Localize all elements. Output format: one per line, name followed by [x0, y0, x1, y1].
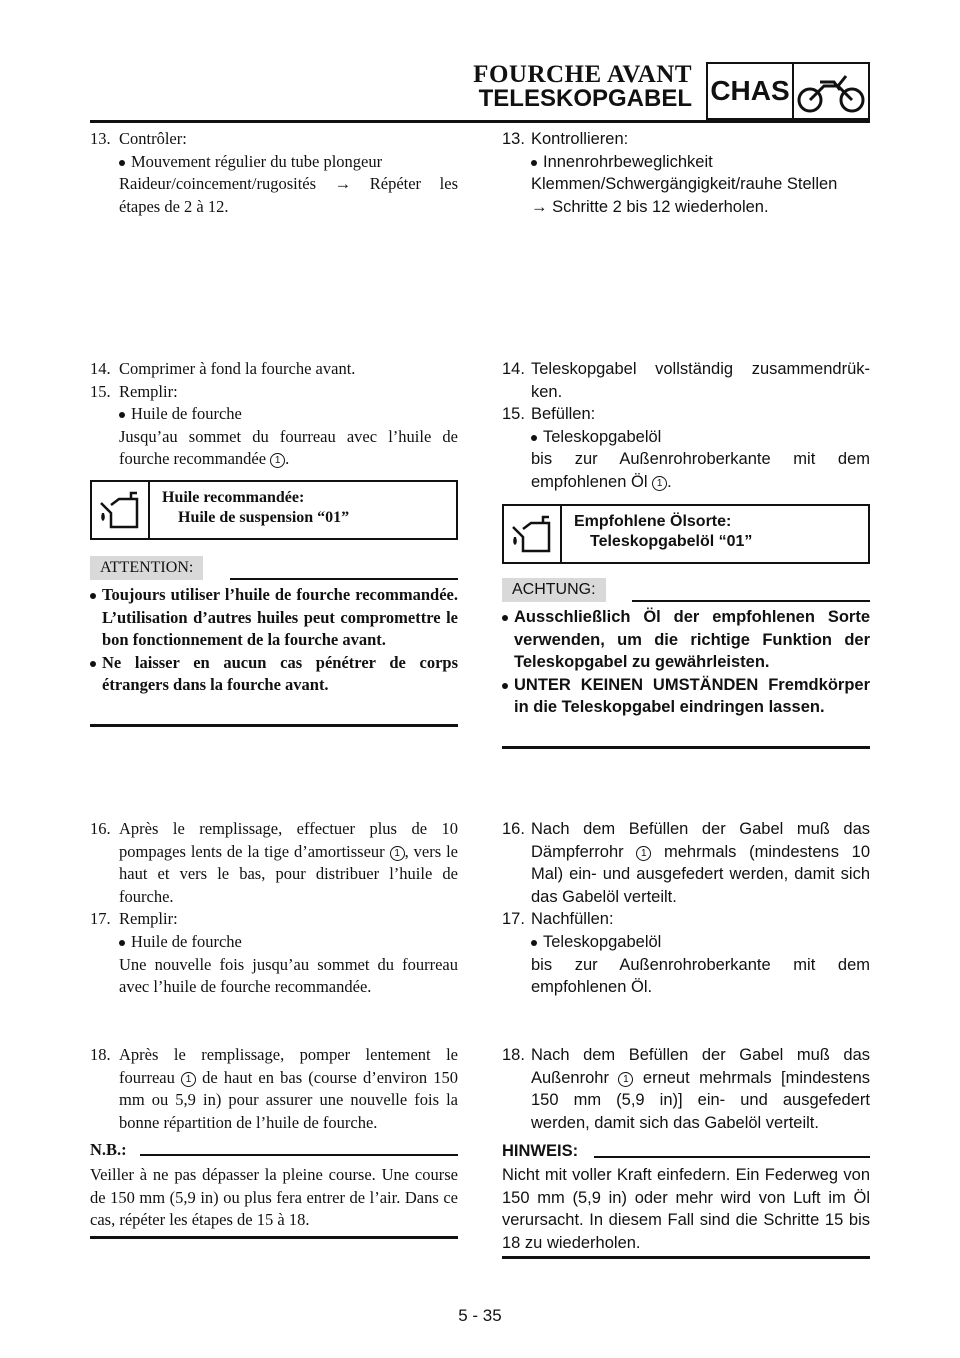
caution-rule	[230, 578, 458, 580]
header-title-de: TELESKOPGABEL	[478, 85, 692, 112]
step-number: 14.	[502, 360, 525, 378]
bullet-detail: Raideur/coincement/rugosités → Répéter les étapes de 2 à 12.	[119, 174, 458, 216]
caution-item: Ne laisser en aucun cas pénétrer de corps étrangers dans la fourche avant.	[90, 652, 458, 697]
de-step-13	[502, 128, 870, 218]
step-number: 18.	[502, 1046, 525, 1064]
note-rule	[140, 1154, 458, 1156]
step-number: 14.	[90, 359, 111, 378]
step-number: 13.	[502, 130, 525, 148]
caution-item: Ausschließlich Öl der empfohlenen Sorte verwenden, um die richtige Funktion der Teleskopgabel zu gewährleisten.	[502, 606, 870, 674]
step-number: 15.	[502, 405, 525, 424]
fr-caution-body	[90, 584, 458, 697]
step-text: Comprimer à fond la fourche avant.	[119, 359, 356, 378]
page-header-title	[473, 62, 692, 111]
step-text: , vers le haut et vers le bas, pour distribuer l’huile de fourche.	[119, 841, 459, 906]
step-title: Contrôler:	[119, 129, 187, 148]
note-rule	[594, 1156, 870, 1158]
spec-title: Empfohlene Ölsorte:	[574, 513, 732, 530]
note-end-rule	[502, 1256, 870, 1259]
motorcycle-icon	[794, 68, 868, 121]
bullet-item: Huile de fourche	[119, 403, 458, 426]
bullet-item: Huile de fourche	[119, 931, 458, 954]
caution-end-rule	[502, 746, 870, 749]
bullet-detail-text: Jusqu’au sommet du fourreau avec l’huile de fourche recommandée	[119, 426, 458, 469]
section-badge-label: CHAS	[708, 64, 794, 118]
oil-can-icon	[504, 506, 562, 562]
page-number: 5 - 35	[458, 1306, 502, 1325]
step-number: 15.	[90, 381, 111, 401]
bullet-detail: bis zur Außenrohroberkante mit dem empfohlenen Öl 1 .	[531, 450, 870, 491]
step-title: Kontrollieren:	[531, 130, 629, 148]
fr-spec-box	[90, 480, 458, 540]
header-title-fr: FOURCHE AVANT	[473, 61, 692, 88]
step-number: 17.	[502, 910, 525, 929]
ref-marker: 1	[636, 846, 651, 861]
step-text: Après le remplissage, pomper lentement le fourreau	[119, 1045, 458, 1087]
de-caution-body	[502, 606, 870, 719]
note-end-rule	[90, 1236, 458, 1239]
de-step-18	[502, 1044, 870, 1134]
step-text: Teleskopgabel vollständig zusammendrük-ken.	[531, 360, 870, 401]
oil-can-icon	[92, 482, 150, 538]
step-number: 16.	[90, 819, 111, 838]
bullet-detail: Klemmen/Schwergängigkeit/rauhe Stellen	[531, 175, 838, 194]
step-text: mehrmals (mindestens 10 Mal) ein- und ausgefedert werden, damit sich das Gabelöl verteilt.	[531, 842, 871, 906]
ref-marker: 1	[652, 476, 667, 491]
step-text: erneut mehrmals [mindestens 150 mm (5,9 in)] ein- und ausgefedert werden, damit sich das Gabelöl verteilt.	[531, 1068, 870, 1132]
ref-marker: 1	[270, 453, 285, 468]
fr-step-18	[90, 1044, 458, 1134]
spec-value: Huile de suspension “01”	[178, 509, 350, 526]
step-number: 13.	[90, 129, 111, 148]
fr-note-label: N.B.:	[90, 1140, 127, 1159]
bullet-item: Mouvement régulier du tube plongeur	[119, 151, 458, 174]
de-step-16-17	[502, 818, 870, 999]
de-spec-box	[502, 504, 870, 564]
fr-note-text: Veiller à ne pas dépasser la pleine course. Une course de 150 mm (5,9 in) ou plus fera entrer de l’air. Dans ce cas, répéter les étapes de 15 à 18.	[90, 1165, 458, 1230]
spec-title: Huile recommandée:	[162, 489, 305, 506]
bullet-detail: Une nouvelle fois jusqu’au sommet du fourreau avec l’huile de fourche recommandée.	[119, 954, 458, 997]
caution-rule	[632, 600, 870, 602]
step-text: de haut en bas (course d’environ 150 mm ou 5,9 in) pour assurer une nouvelle fois la bonne répartition de l’huile de fourche.	[119, 1067, 458, 1132]
caution-item: UNTER KEINEN UMSTÄNDEN Fremdkörper in die Teleskopgabel eindringen lassen.	[502, 674, 870, 719]
bullet-detail: → Schritte 2 bis 12 wiederholen.	[531, 197, 769, 216]
fr-step-16-17	[90, 818, 458, 999]
step-title: Remplir:	[119, 909, 178, 929]
caution-label: ATTENTION:	[90, 556, 203, 580]
step-title: Nachfüllen:	[531, 910, 614, 929]
header-rule	[90, 120, 870, 123]
fr-caution-header	[90, 556, 458, 580]
caution-end-rule	[90, 724, 458, 727]
de-note-text: Nicht mit voller Kraft einfedern. Ein Federweg von 150 mm (5,9 in) oder mehr wird von Luft im Öl verursacht. In diesem Fall sind die Schritte 15 bis 18 zu wiederholen.	[502, 1166, 870, 1252]
section-badge	[706, 62, 870, 120]
caution-item: Toujours utiliser l’huile de fourche recommandée. L’utilisation d’autres huiles peut compromettre le bon fonctionnement de la fourche avant.	[90, 584, 458, 652]
step-number: 18.	[90, 1045, 111, 1064]
fr-step-14-15	[90, 358, 458, 471]
bullet-item: Innenrohrbeweglichkeit	[531, 151, 870, 174]
step-number: 17.	[90, 909, 111, 929]
step-title: Remplir:	[119, 381, 178, 401]
step-text: Nach dem Befüllen der Gabel muß das Außenrohr	[531, 1046, 870, 1087]
step-number: 16.	[502, 820, 525, 838]
fr-step-13	[90, 128, 458, 218]
bullet-detail: Jusqu’au sommet du fourreau avec l’huile de fourche recommandée 1 .	[119, 426, 458, 469]
spec-value: Teleskopgabelöl “01”	[590, 533, 753, 550]
ref-marker: 1	[618, 1072, 633, 1087]
ref-marker: 1	[390, 846, 405, 861]
bullet-item: Teleskopgabelöl	[531, 931, 870, 954]
de-caution-header	[502, 578, 870, 602]
step-title: Befüllen:	[531, 405, 596, 424]
step-text: Nach dem Befüllen der Gabel muß das Dämpferrohr	[531, 820, 870, 861]
ref-marker: 1	[181, 1072, 196, 1087]
bullet-detail: bis zur Außenrohroberkante mit dem empfohlenen Öl.	[531, 955, 870, 997]
caution-label: ACHTUNG:	[502, 578, 606, 602]
bullet-item: Teleskopgabelöl	[531, 426, 870, 449]
bullet-detail-text: bis zur Außenrohroberkante mit dem empfohlenen Öl	[531, 450, 870, 491]
de-step-14-15	[502, 358, 870, 494]
step-text: Après le remplissage, effectuer plus de 10 pompages lents de la tige d’amortisseur	[119, 819, 458, 861]
de-note-label: HINWEIS:	[502, 1142, 579, 1160]
